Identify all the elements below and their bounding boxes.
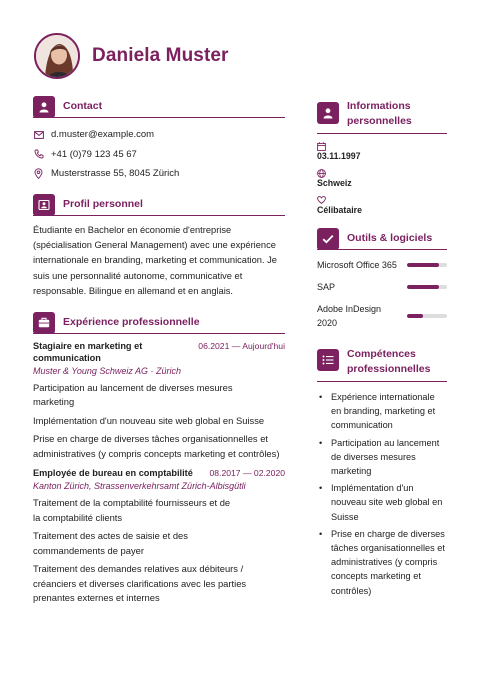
skill-item: • Expérience internationale en branding, marketing et communication: [317, 390, 447, 433]
resume-header: [34, 33, 229, 79]
job-title: Employée de bureau en comptabilité: [33, 468, 193, 479]
job-task: Traitement des demandes relatives aux débiteurs / créanciers et diverses clarifications avec les parties prenantes externes et internes: [33, 563, 247, 604]
phone-icon: [34, 149, 50, 159]
address-text: Musterstrasse 55, 8045 Zürich: [51, 168, 180, 180]
experience-section: [33, 312, 285, 606]
tool-item: [317, 302, 447, 330]
mail-icon: [34, 131, 50, 139]
tool-level-fill: [407, 263, 439, 267]
job-date: 06.2021 — Aujourd'hui: [198, 340, 285, 351]
job-date: 08.2017 — 02.2020: [209, 468, 285, 479]
globe-icon: [317, 168, 447, 178]
tool-name: Adobe InDesign 2020: [317, 304, 382, 328]
tool-item: [317, 280, 447, 294]
skill-item: • Participation au lancement de diverses mesures marketing: [317, 436, 447, 479]
section-title: Contact: [63, 100, 103, 112]
section-title: Outils & logiciels: [347, 232, 433, 244]
job-task: Implémentation d'un nouveau site web global en Suisse: [33, 414, 265, 426]
tool-level-fill: [407, 285, 439, 289]
tool-name: SAP: [317, 282, 336, 292]
left-column: [33, 96, 285, 610]
contact-section: [33, 96, 285, 184]
profile-section: [33, 194, 285, 300]
job-task: Traitement des actes de saisie et des commandements de payer: [33, 530, 188, 556]
tools-section: [317, 228, 447, 330]
tool-level-bar: [407, 263, 447, 267]
contact-address: [33, 164, 285, 184]
list-icon: [317, 349, 339, 371]
contact-phone: [33, 145, 285, 165]
personal-info-section: [317, 96, 447, 216]
phone-text[interactable]: +41 (0)79 123 45 67: [51, 148, 137, 160]
profile-heading: [33, 194, 285, 216]
skills-list: [317, 390, 447, 598]
job-task: Participation au lancement de diverses mesures marketing: [33, 381, 233, 408]
tool-level-bar: [407, 314, 447, 318]
avatar-photo: [36, 35, 80, 79]
marital-status: [317, 195, 447, 216]
job-entry: [33, 340, 285, 462]
right-column: [317, 96, 447, 601]
personal-info-heading: [317, 96, 447, 134]
user-icon: [33, 96, 55, 118]
section-title: Compétences professionnelles: [347, 348, 431, 375]
job-company: Muster & Young Schweiz AG · Zürich: [33, 365, 182, 376]
user-icon: [317, 102, 339, 124]
tools-heading: [317, 228, 447, 250]
nationality: [317, 168, 447, 189]
checkmark-icon: [317, 228, 339, 250]
birth-date-value: 03.11.1997: [317, 151, 361, 161]
nationality-value: Schweiz: [317, 178, 352, 188]
skills-heading: [317, 344, 447, 382]
user-card-icon: [33, 194, 55, 216]
job-title: Stagiaire en marketing et communication: [33, 340, 143, 363]
briefcase-icon: [33, 312, 55, 334]
section-title: Expérience professionnelle: [63, 315, 200, 328]
skills-section: [317, 344, 447, 598]
skill-item: • Implémentation d'un nouveau site web global en Suisse: [317, 481, 447, 524]
location-pin-icon: [34, 168, 50, 179]
job-task: Traitement de la comptabilité fournisseurs et de la comptabilité clients: [33, 497, 231, 523]
section-title: Informations personnelles: [347, 100, 412, 127]
email-text[interactable]: d.muster@example.com: [51, 129, 155, 141]
candidate-name: Daniela Muster: [92, 45, 229, 66]
tool-level-bar: [407, 285, 447, 289]
marital-status-value: Célibataire: [317, 205, 362, 215]
tool-item: [317, 258, 447, 272]
birth-date: [317, 141, 447, 162]
calendar-icon: [317, 141, 447, 151]
section-title: Profil personnel: [63, 197, 143, 210]
profile-text: Étudiante en Bachelor en économie d'entreprise (spécialisation General Management) avec une expérience internationale en branding, marketing et communication. Je suis une personnalité autonome, communicative et responsable. Bilingue en allemand et en anglais.: [33, 224, 277, 297]
skill-item: • Prise en charge de diverses tâches organisationnelles et administratives (y compris concepts marketing et contrôles): [317, 527, 447, 598]
avatar: [34, 33, 80, 79]
job-entry: [33, 467, 285, 606]
experience-heading: [33, 312, 285, 334]
job-company: Kanton Zürich, Strassenverkehrsamt Zürich-Albisgütli: [33, 481, 246, 492]
contact-email: [33, 125, 285, 145]
job-task: Prise en charge de diverses tâches organisationnelles et administratives (y compris concepts marketing et contrôles): [33, 433, 280, 459]
tool-level-fill: [407, 314, 423, 318]
heart-icon: [317, 195, 447, 205]
contact-heading: [33, 96, 285, 118]
tool-name: Microsoft Office 365: [317, 260, 397, 270]
